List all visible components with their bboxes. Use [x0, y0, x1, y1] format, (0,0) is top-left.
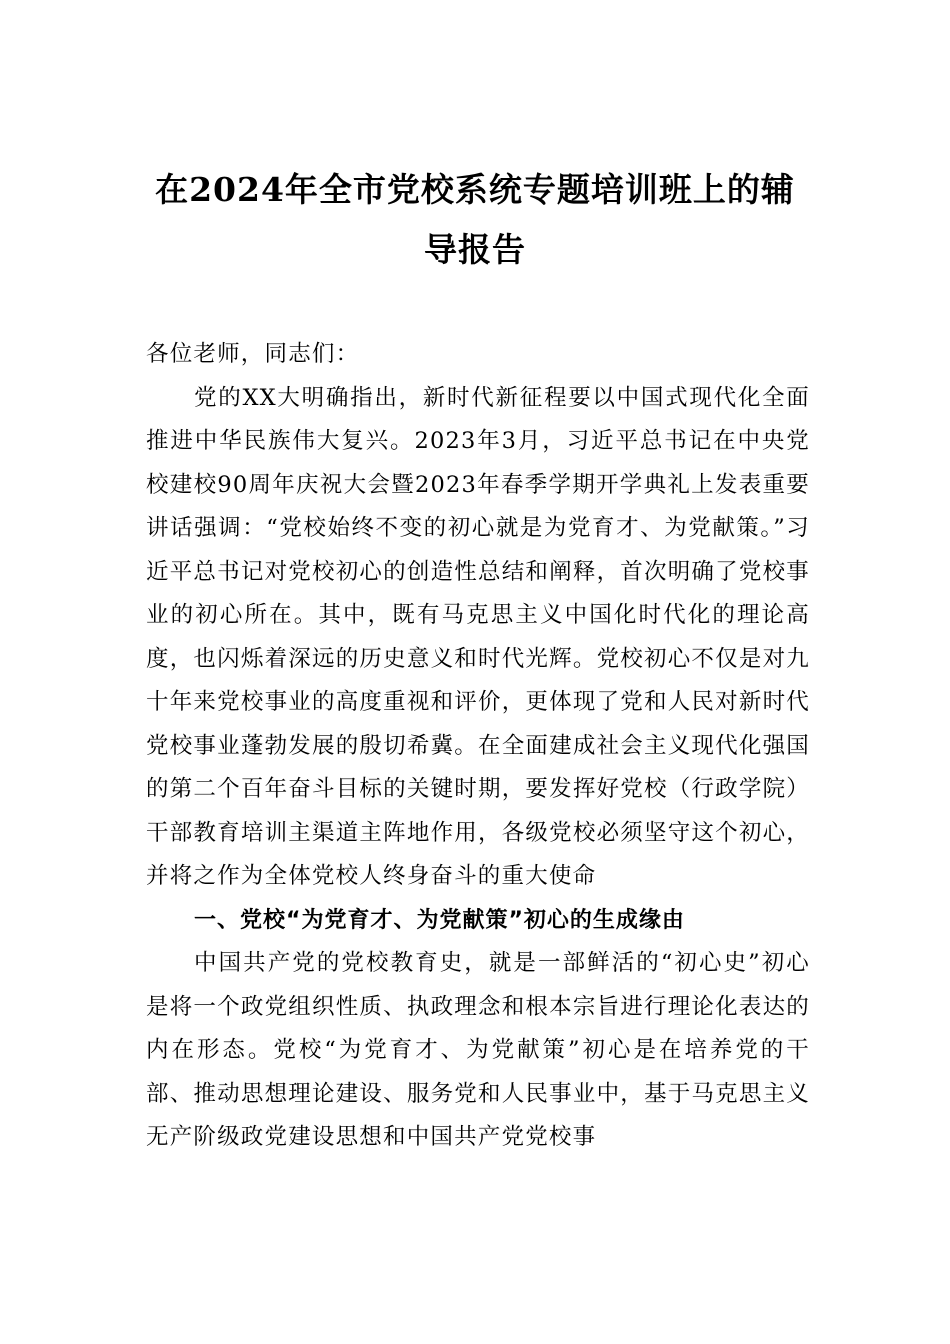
salutation: 各位老师，同志们： [146, 341, 360, 367]
intro-paragraph: 党的XX大明确指出，新时代新征程要以中国式现代化全面推进中华民族伟大复兴。2023年3月，习近平总书记在中央党校建校90周年庆祝大会暨2023年春季学期开学典礼上发表重要讲话强调：“党校始终不变的初心就是为党育才、为党献策。”习近平总书记对党校初心的创造性总结和阐释，首次明确了党校事业的初心所在。其中，既有马克思主义中国化时代化的理论高度，也闪烁着深远的历史意义和时代光辉。党校初心不仅是对九十年来党校事业的高度重视和评价，更体现了党和人民对新时代党校事业蓬勃发展的殷切希冀。在全面建成社会主义现代化强国的第二个百年奋斗目标的关键时期，要发挥好党校（行政学院）干部教育培训主渠道主阵地作用，各级党校必须坚守这个初心，并将之作为全体党校人终身奋斗的重大使命 [146, 384, 810, 889]
document-title: 在2024年全市党校系统专题培训班上的辅导报告 [155, 170, 795, 269]
section-paragraph: 中国共产党的党校教育史，就是一部鲜活的“初心史”初心是将一个政党组织性质、执政理念和根本宗旨进行理论化表达的内在形态。党校“为党育才、为党献策”初心是在培养党的干部、推动思想理论建设、服务党和人民事业中，基于马克思主义无产阶级政党建设思想和中国共产党党校事 [146, 950, 810, 1150]
document-body [146, 333, 810, 1160]
section-heading: 一、党校“为党育才、为党献策”初心的生成缘由 [194, 907, 685, 933]
